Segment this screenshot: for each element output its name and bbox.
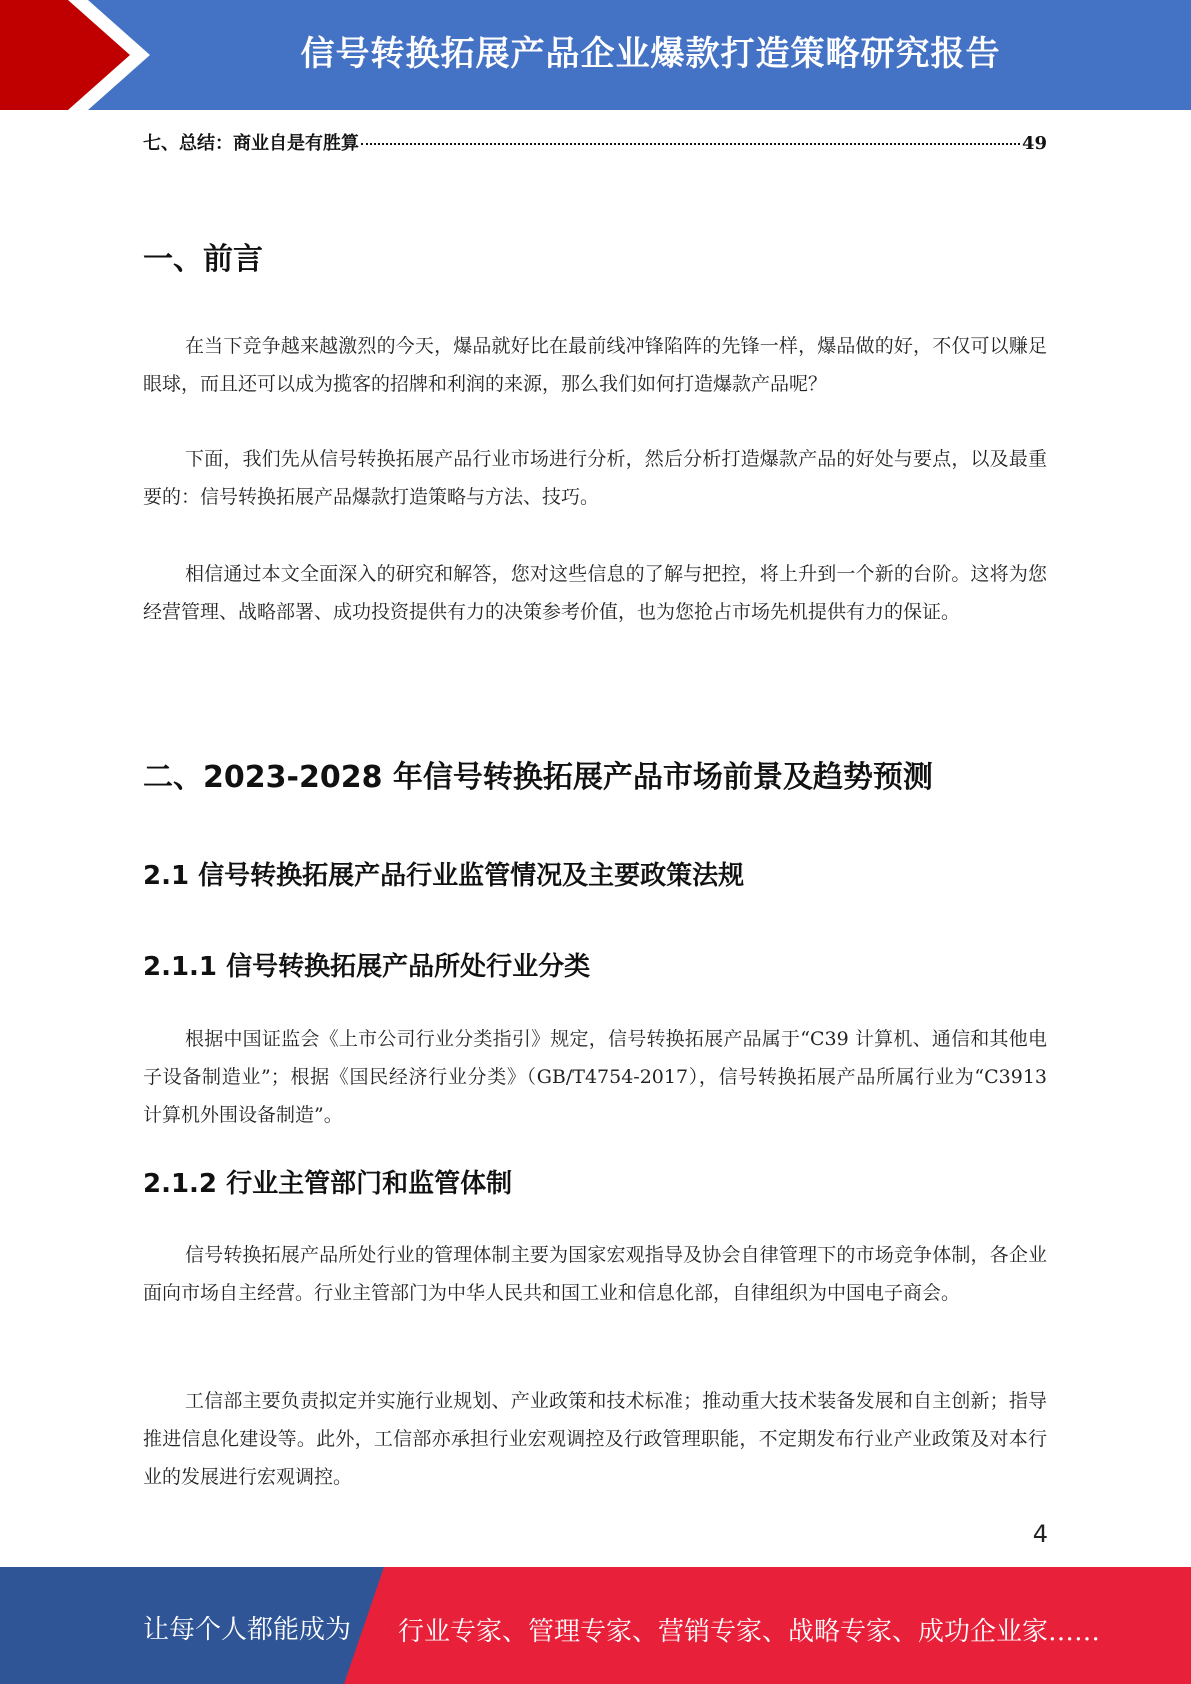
report-title: 信号转换拓展产品企业爆款打造策略研究报告	[300, 34, 1001, 74]
paragraph: 根据中国证监会《上市公司行业分类指引》规定，信号转换拓展产品属于“C39 计算机、通信和其他电子设备制造业”；根据《国民经济行业分类》（GB/T4754-2017），信号转换拓展产品所属行业为“C3913 计算机外围设备制造”。	[143, 1028, 1047, 1126]
footer-slogan-right: 行业专家、管理专家、营销专家、战略专家、成功企业家……	[398, 1617, 1101, 1647]
paragraph: 信号转换拓展产品所处行业的管理体制主要为国家宏观指导及协会自律管理下的市场竞争体制，各企业面向市场自主经营。行业主管部门为中华人民共和国工业和信息化部，自律组织为中国电子商会。	[143, 1244, 1047, 1304]
section-heading-market-outlook: 二、2023-2028 年信号转换拓展产品市场前景及趋势预测	[143, 760, 933, 795]
paragraph: 工信部主要负责拟定并实施行业规划、产业政策和技术标准；推动重大技术装备发展和自主创新；指导推进信息化建设等。此外，工信部亦承担行业宏观调控及行政管理职能，不定期发布行业产业政策及对本行业的发展进行宏观调控。	[143, 1390, 1047, 1488]
subsection-heading-2-1-1: 2.1.1 信号转换拓展产品所处行业分类	[143, 952, 591, 982]
footer-banner	[0, 1567, 1191, 1684]
page-number: 4	[1032, 1520, 1048, 1548]
toc-entry-page: 49	[1021, 133, 1047, 154]
section-heading-preface: 一、前言	[143, 242, 263, 277]
header-chevron-decoration	[0, 0, 160, 110]
subsection-heading-2-1: 2.1 信号转换拓展产品行业监管情况及主要政策法规	[143, 861, 745, 891]
toc-entry[interactable]	[143, 129, 1047, 159]
subsection-heading-2-1-2: 2.1.2 行业主管部门和监管体制	[143, 1169, 513, 1199]
paragraph: 在当下竞争越来越激烈的今天，爆品就好比在最前线冲锋陷阵的先锋一样，爆品做的好，不仅可以赚足眼球，而且还可以成为揽客的招牌和利润的来源，那么我们如何打造爆款产品呢？	[143, 335, 1047, 395]
paragraph: 相信通过本文全面深入的研究和解答，您对这些信息的了解与把控，将上升到一个新的台阶。这将为您经营管理、战略部署、成功投资提供有力的决策参考价值，也为您抢占市场先机提供有力的保证。	[143, 563, 1047, 623]
toc-leader-dots	[361, 143, 1020, 145]
paragraph: 下面，我们先从信号转换拓展产品行业市场进行分析，然后分析打造爆款产品的好处与要点，以及最重要的：信号转换拓展产品爆款打造策略与方法、技巧。	[143, 448, 1047, 508]
footer-slogan-left: 让每个人都能成为	[143, 1615, 352, 1645]
header-bar	[0, 0, 1191, 110]
toc-entry-label: 七、总结：商业自是有胜算	[143, 133, 359, 154]
